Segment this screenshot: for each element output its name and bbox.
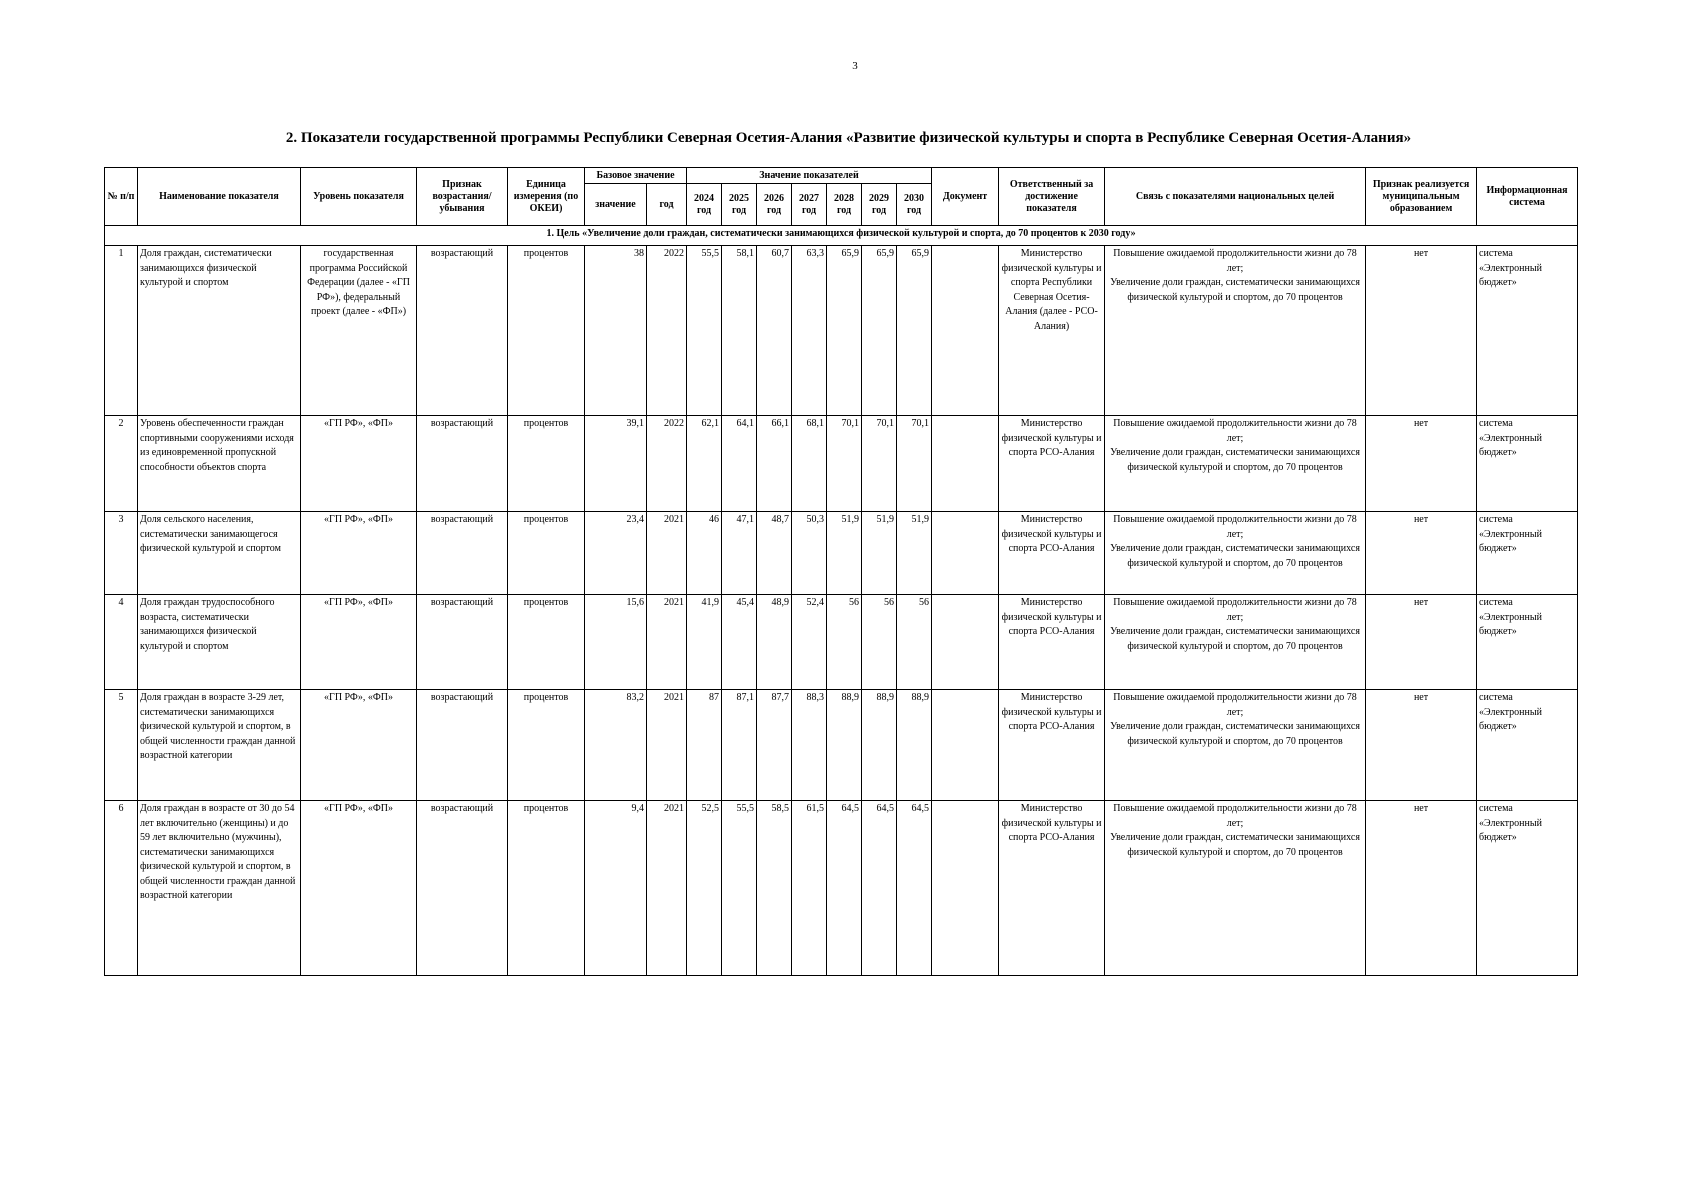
value-2024: 62,1 [687, 416, 722, 512]
indicator-name: Доля граждан, систематически занимающихся физической культурой и спортом [138, 246, 301, 416]
value-2027: 68,1 [792, 416, 827, 512]
value-2029: 51,9 [862, 512, 897, 595]
system-cell: система «Электронный бюджет» [1477, 690, 1578, 801]
value-2026: 48,7 [757, 512, 792, 595]
document-cell [932, 690, 999, 801]
municipal-cell: нет [1366, 246, 1477, 416]
goal-sport-share: Увеличение доли граждан, систематически занимающихся физической культурой и спортом, до 70 процентов [1110, 832, 1360, 858]
municipal-cell: нет [1366, 512, 1477, 595]
system-cell: система «Электронный бюджет» [1477, 416, 1578, 512]
document-cell [932, 595, 999, 690]
base-value: 15,6 [585, 595, 647, 690]
value-2024: 46 [687, 512, 722, 595]
row-number: 5 [105, 690, 138, 801]
table-row [105, 595, 1578, 690]
goal-sport-share: Увеличение доли граждан, систематически занимающихся физической культурой и спортом, до 70 процентов [1110, 277, 1360, 303]
indicator-unit: процентов [508, 801, 585, 976]
value-2028: 88,9 [827, 690, 862, 801]
document-cell [932, 246, 999, 416]
value-2025: 55,5 [722, 801, 757, 976]
indicator-unit: процентов [508, 512, 585, 595]
value-2024: 41,9 [687, 595, 722, 690]
indicator-unit: процентов [508, 690, 585, 801]
base-value: 38 [585, 246, 647, 416]
value-2027: 61,5 [792, 801, 827, 976]
goal-row: 1. Цель «Увеличение доли граждан, систематически занимающихся физической культурой и спорта, до 70 процентов к 2030 году» [105, 226, 1578, 246]
indicator-name: Доля граждан в возрасте от 30 до 54 лет включительно (женщины) и до 59 лет включительно (мужчины), систематически занимающихся физической культурой и спортом, в общей численности граждан данной возрастной категории [138, 801, 301, 976]
value-2024: 87 [687, 690, 722, 801]
municipal-cell: нет [1366, 801, 1477, 976]
municipal-cell: нет [1366, 690, 1477, 801]
indicator-name: Доля граждан трудоспособного возраста, систематически занимающихся физической культурой и спортом [138, 595, 301, 690]
value-2027: 88,3 [792, 690, 827, 801]
goals-link-cell [1105, 416, 1366, 512]
header-base-group: Базовое значение [585, 168, 687, 184]
value-2028: 65,9 [827, 246, 862, 416]
indicator-level: «ГП РФ», «ФП» [301, 595, 417, 690]
table-row [105, 246, 1578, 416]
goal-life-expectancy: Повышение ожидаемой продолжительности жизни до 78 лет; [1113, 514, 1357, 540]
value-2030: 70,1 [897, 416, 932, 512]
header-values-group: Значение показателей [687, 168, 932, 184]
header-goals-link: Связь с показателями национальных целей [1105, 168, 1366, 226]
municipal-cell: нет [1366, 416, 1477, 512]
header-responsible: Ответственный за достижение показателя [999, 168, 1105, 226]
goal-sport-share: Увеличение доли граждан, систематически занимающихся физической культурой и спортом, до 70 процентов [1110, 626, 1360, 652]
goals-link-cell [1105, 690, 1366, 801]
header-number: № п/п [105, 168, 138, 226]
row-number: 2 [105, 416, 138, 512]
base-value: 23,4 [585, 512, 647, 595]
value-2025: 45,4 [722, 595, 757, 690]
value-2028: 56 [827, 595, 862, 690]
indicator-trend: возрастающий [417, 246, 508, 416]
value-2027: 52,4 [792, 595, 827, 690]
base-value: 83,2 [585, 690, 647, 801]
value-2026: 60,7 [757, 246, 792, 416]
indicator-trend: возрастающий [417, 690, 508, 801]
document-cell [932, 512, 999, 595]
header-year-2028: 2028 год [827, 184, 862, 226]
header-year-2029: 2029 год [862, 184, 897, 226]
value-2030: 56 [897, 595, 932, 690]
value-2026: 48,9 [757, 595, 792, 690]
header-document: Документ [932, 168, 999, 226]
value-2024: 52,5 [687, 801, 722, 976]
system-cell: система «Электронный бюджет» [1477, 801, 1578, 976]
indicator-level: «ГП РФ», «ФП» [301, 801, 417, 976]
goals-link-cell [1105, 595, 1366, 690]
value-2029: 56 [862, 595, 897, 690]
system-cell: система «Электронный бюджет» [1477, 246, 1578, 416]
indicator-trend: возрастающий [417, 512, 508, 595]
header-municipal: Признак реализуется муниципальным образованием [1366, 168, 1477, 226]
row-number: 6 [105, 801, 138, 976]
value-2029: 70,1 [862, 416, 897, 512]
indicator-unit: процентов [508, 595, 585, 690]
base-year: 2021 [647, 801, 687, 976]
header-year-2025: 2025 год [722, 184, 757, 226]
header-base-year: год [647, 184, 687, 226]
header-unit: Единица измерения (по ОКЕИ) [508, 168, 585, 226]
value-2025: 58,1 [722, 246, 757, 416]
base-year: 2021 [647, 690, 687, 801]
base-year: 2021 [647, 595, 687, 690]
indicator-trend: возрастающий [417, 416, 508, 512]
value-2026: 87,7 [757, 690, 792, 801]
responsible-cell: Министерство физической культуры и спорта Республики Северная Осетия-Алания (далее - РСО-Алания) [999, 246, 1105, 416]
indicator-trend: возрастающий [417, 801, 508, 976]
header-name: Наименование показателя [138, 168, 301, 226]
indicator-unit: процентов [508, 246, 585, 416]
value-2028: 51,9 [827, 512, 862, 595]
base-year: 2022 [647, 246, 687, 416]
goal-sport-share: Увеличение доли граждан, систематически занимающихся физической культурой и спортом, до 70 процентов [1110, 721, 1360, 747]
municipal-cell: нет [1366, 595, 1477, 690]
goals-link-cell [1105, 512, 1366, 595]
value-2026: 66,1 [757, 416, 792, 512]
value-2025: 87,1 [722, 690, 757, 801]
value-2030: 64,5 [897, 801, 932, 976]
value-2028: 64,5 [827, 801, 862, 976]
value-2029: 88,9 [862, 690, 897, 801]
value-2025: 47,1 [722, 512, 757, 595]
header-year-2027: 2027 год [792, 184, 827, 226]
base-value: 9,4 [585, 801, 647, 976]
responsible-cell: Министерство физической культуры и спорта РСО-Алания [999, 690, 1105, 801]
header-trend: Признак возрастания/ убывания [417, 168, 508, 226]
system-cell: система «Электронный бюджет» [1477, 595, 1578, 690]
goals-link-cell [1105, 246, 1366, 416]
indicator-level: государственная программа Российской Федерации (далее - «ГП РФ»), федеральный проект (далее - «ФП») [301, 246, 417, 416]
indicator-trend: возрастающий [417, 595, 508, 690]
table-row [105, 690, 1578, 801]
goal-life-expectancy: Повышение ожидаемой продолжительности жизни до 78 лет; [1113, 418, 1357, 444]
header-system: Информационная система [1477, 168, 1578, 226]
table-row [105, 416, 1578, 512]
responsible-cell: Министерство физической культуры и спорта РСО-Алания [999, 416, 1105, 512]
indicator-name: Доля граждан в возрасте 3-29 лет, систематически занимающихся физической культурой и спортом, в общей численности граждан данной возрастной категории [138, 690, 301, 801]
value-2030: 51,9 [897, 512, 932, 595]
indicator-name: Доля сельского населения, систематически занимающегося физической культурой и спортом [138, 512, 301, 595]
header-year-2024: 2024 год [687, 184, 722, 226]
document-cell [932, 416, 999, 512]
goals-link-cell [1105, 801, 1366, 976]
value-2027: 63,3 [792, 246, 827, 416]
value-2025: 64,1 [722, 416, 757, 512]
goal-life-expectancy: Повышение ожидаемой продолжительности жизни до 78 лет; [1113, 692, 1357, 718]
indicator-level: «ГП РФ», «ФП» [301, 690, 417, 801]
indicator-level: «ГП РФ», «ФП» [301, 512, 417, 595]
header-year-2026: 2026 год [757, 184, 792, 226]
value-2030: 88,9 [897, 690, 932, 801]
indicator-level: «ГП РФ», «ФП» [301, 416, 417, 512]
header-level: Уровень показателя [301, 168, 417, 226]
value-2028: 70,1 [827, 416, 862, 512]
row-number: 3 [105, 512, 138, 595]
indicator-name: Уровень обеспеченности граждан спортивными сооружениями исходя из единовременной пропускной способности объектов спорта [138, 416, 301, 512]
responsible-cell: Министерство физической культуры и спорта РСО-Алания [999, 801, 1105, 976]
base-year: 2022 [647, 416, 687, 512]
goal-sport-share: Увеличение доли граждан, систематически занимающихся физической культурой и спортом, до 70 процентов [1110, 543, 1360, 569]
value-2030: 65,9 [897, 246, 932, 416]
responsible-cell: Министерство физической культуры и спорта РСО-Алания [999, 595, 1105, 690]
value-2027: 50,3 [792, 512, 827, 595]
goal-life-expectancy: Повышение ожидаемой продолжительности жизни до 78 лет; [1113, 248, 1357, 274]
value-2024: 55,5 [687, 246, 722, 416]
document-cell [932, 801, 999, 976]
value-2029: 64,5 [862, 801, 897, 976]
table-row [105, 801, 1578, 976]
table-row [105, 512, 1578, 595]
value-2026: 58,5 [757, 801, 792, 976]
header-base-value: значение [585, 184, 647, 226]
goal-sport-share: Увеличение доли граждан, систематически занимающихся физической культурой и спортом, до 70 процентов [1110, 447, 1360, 473]
responsible-cell: Министерство физической культуры и спорта РСО-Алания [999, 512, 1105, 595]
header-year-2030: 2030 год [897, 184, 932, 226]
page-number: 3 [852, 60, 858, 72]
section-title: 2. Показатели государственной программы Республики Северная Осетия-Алания «Развитие физической культуры и спорта в Республике Северная Осетия-Алания» [285, 130, 1412, 146]
goal-life-expectancy: Повышение ожидаемой продолжительности жизни до 78 лет; [1113, 597, 1357, 623]
row-number: 1 [105, 246, 138, 416]
goal-life-expectancy: Повышение ожидаемой продолжительности жизни до 78 лет; [1113, 803, 1357, 829]
indicator-unit: процентов [508, 416, 585, 512]
base-value: 39,1 [585, 416, 647, 512]
row-number: 4 [105, 595, 138, 690]
indicators-table [104, 167, 1578, 976]
system-cell: система «Электронный бюджет» [1477, 512, 1578, 595]
value-2029: 65,9 [862, 246, 897, 416]
base-year: 2021 [647, 512, 687, 595]
